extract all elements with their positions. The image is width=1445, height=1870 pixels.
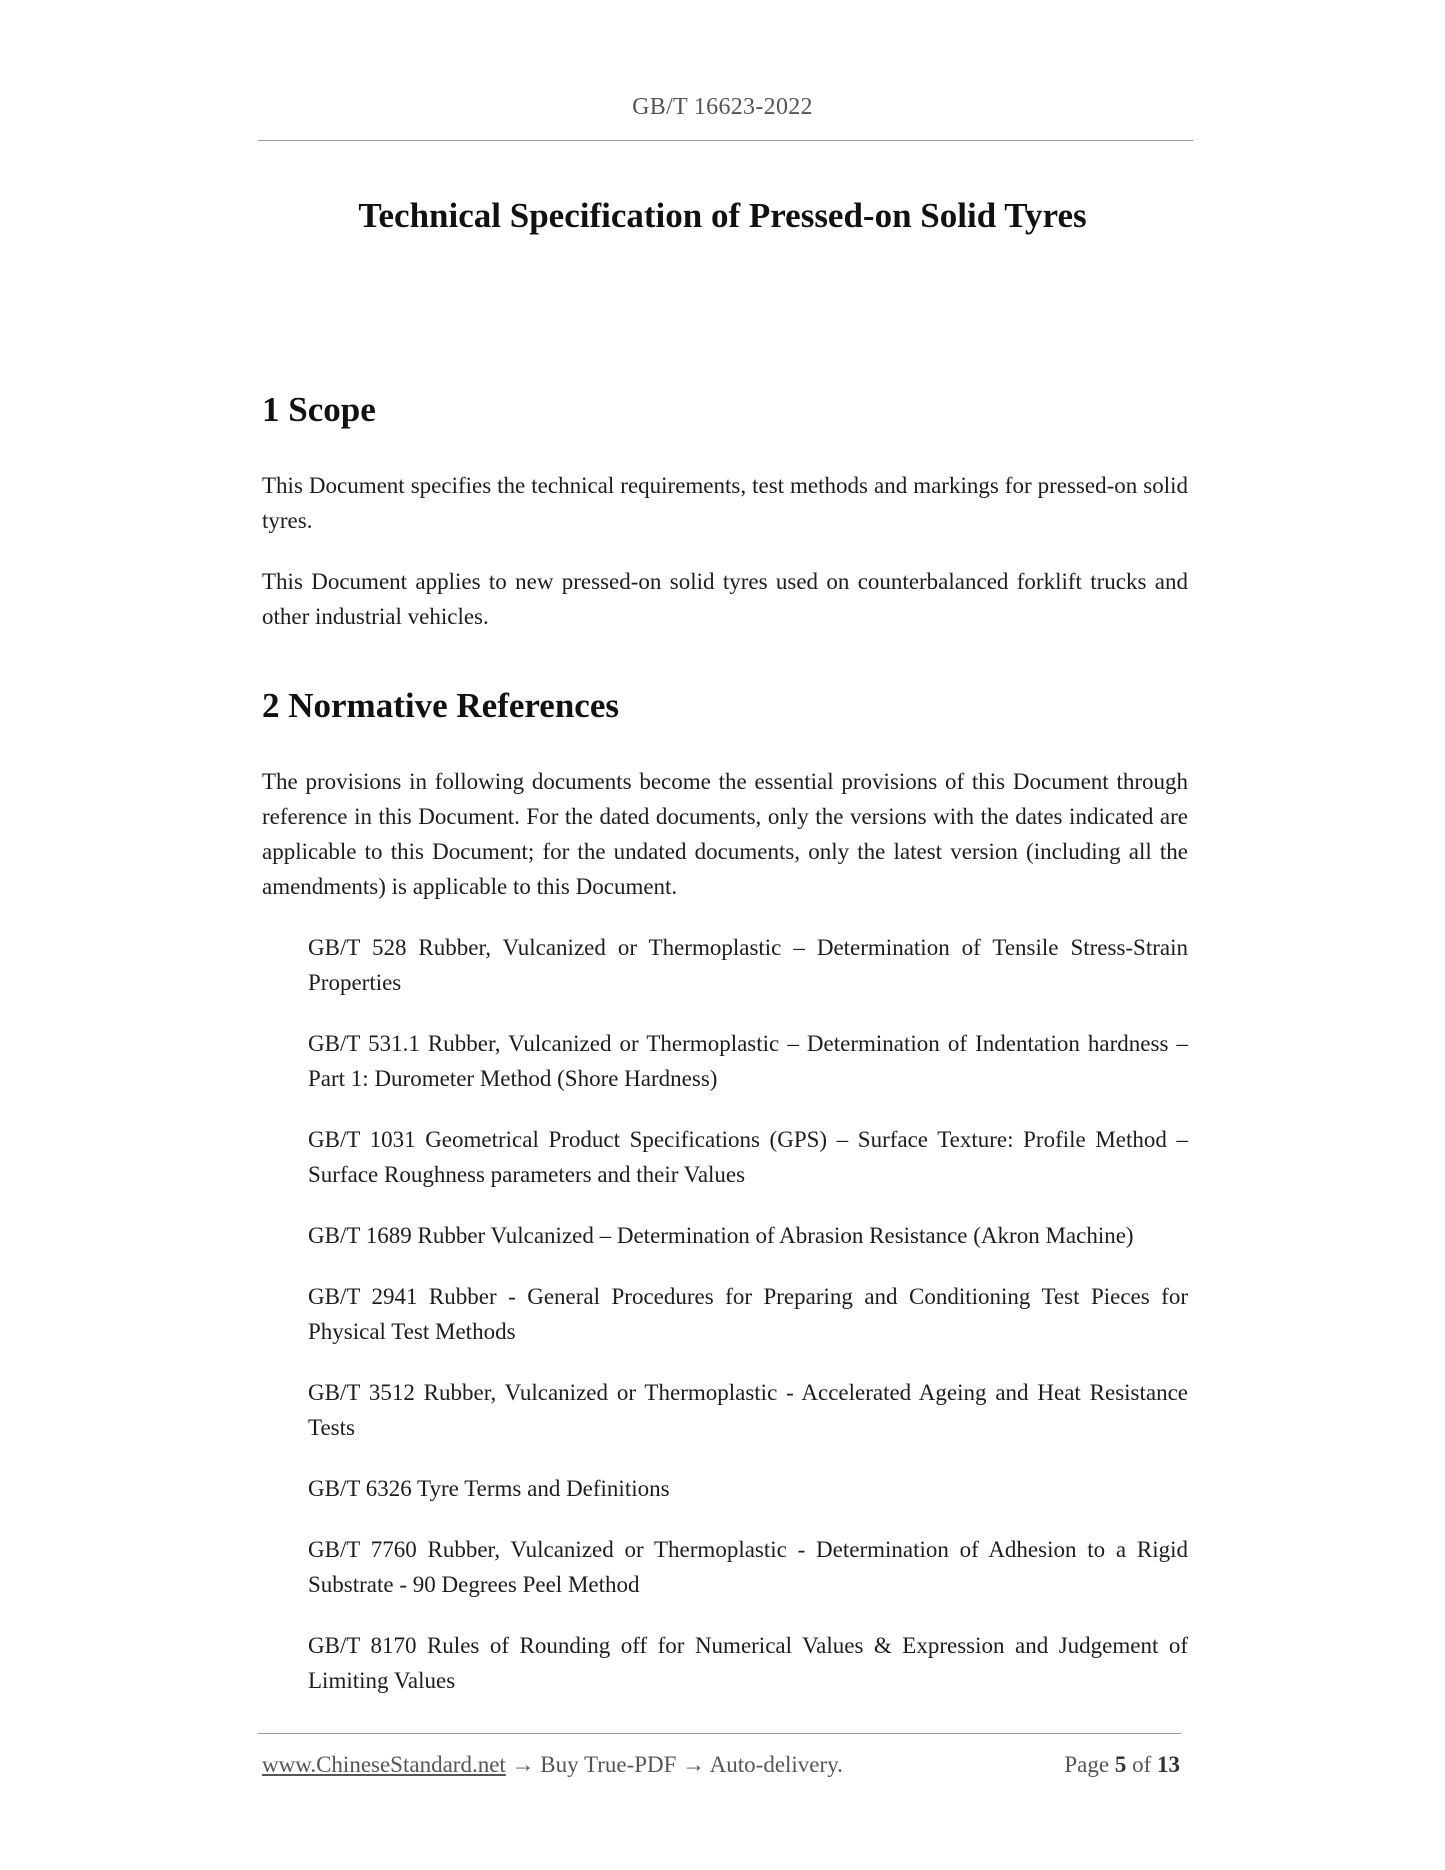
scope-paragraph: This Document applies to new pressed-on solid tyres used on counterbalanced forklift trucks and other industrial vehicles. bbox=[262, 569, 1188, 629]
reference-item: GB/T 7760 Rubber, Vulcanized or Thermoplastic - Determination of Adhesion to a Rigid Substrate - 90 Degrees Peel Method bbox=[308, 1537, 1188, 1597]
footer-divider bbox=[258, 1733, 1181, 1734]
running-header: GB/T 16623-2022 bbox=[632, 94, 813, 120]
page-label: Page bbox=[1064, 1752, 1110, 1777]
header-divider bbox=[258, 140, 1193, 141]
document-body bbox=[262, 388, 1188, 1724]
normative-references-intro: The provisions in following documents become the essential provisions of this Document through reference in this Document. For the dated documents, only the versions with the dates indicated are applicable to this Document; for the undated documents, only the latest version (including all the amendments) is applicable to this Document. bbox=[262, 769, 1188, 899]
section-heading-normative-references: 2 Normative References bbox=[262, 686, 619, 725]
reference-item: GB/T 3512 Rubber, Vulcanized or Thermoplastic - Accelerated Ageing and Heat Resistance Tests bbox=[308, 1380, 1188, 1440]
section-heading-scope: 1 Scope bbox=[262, 390, 376, 429]
current-page-number: 5 bbox=[1114, 1752, 1127, 1777]
reference-item: GB/T 2941 Rubber - General Procedures for Preparing and Conditioning Test Pieces for Physical Test Methods bbox=[308, 1284, 1188, 1344]
reference-item: GB/T 6326 Tyre Terms and Definitions bbox=[308, 1476, 670, 1501]
website-link[interactable]: www.ChineseStandard.net bbox=[262, 1752, 506, 1777]
of-label: of bbox=[1132, 1752, 1152, 1777]
reference-item: GB/T 8170 Rules of Rounding off for Numerical Values & Expression and Judgement of Limiting Values bbox=[308, 1633, 1188, 1693]
document-title: Technical Specification of Pressed-on Solid Tyres bbox=[358, 196, 1087, 235]
reference-item: GB/T 1031 Geometrical Product Specifications (GPS) – Surface Texture: Profile Method – Surface Roughness parameters and their Values bbox=[308, 1127, 1188, 1187]
reference-item: GB/T 528 Rubber, Vulcanized or Thermoplastic – Determination of Tensile Stress-Strain Properties bbox=[308, 935, 1188, 995]
reference-item: GB/T 531.1 Rubber, Vulcanized or Thermoplastic – Determination of Indentation hardness – Part 1: Durometer Method (Shore Hardness) bbox=[308, 1031, 1188, 1091]
total-pages-number: 13 bbox=[1157, 1752, 1180, 1777]
reference-item: GB/T 1689 Rubber Vulcanized – Determination of Abrasion Resistance (Akron Machine) bbox=[308, 1223, 1134, 1248]
footer-tagline: → Buy True-PDF → Auto-delivery. bbox=[505, 1752, 843, 1777]
scope-paragraph: This Document specifies the technical requirements, test methods and markings for pressed-on solid tyres. bbox=[262, 473, 1188, 533]
footer-promo bbox=[262, 1752, 843, 1778]
page-indicator bbox=[1064, 1752, 1180, 1778]
